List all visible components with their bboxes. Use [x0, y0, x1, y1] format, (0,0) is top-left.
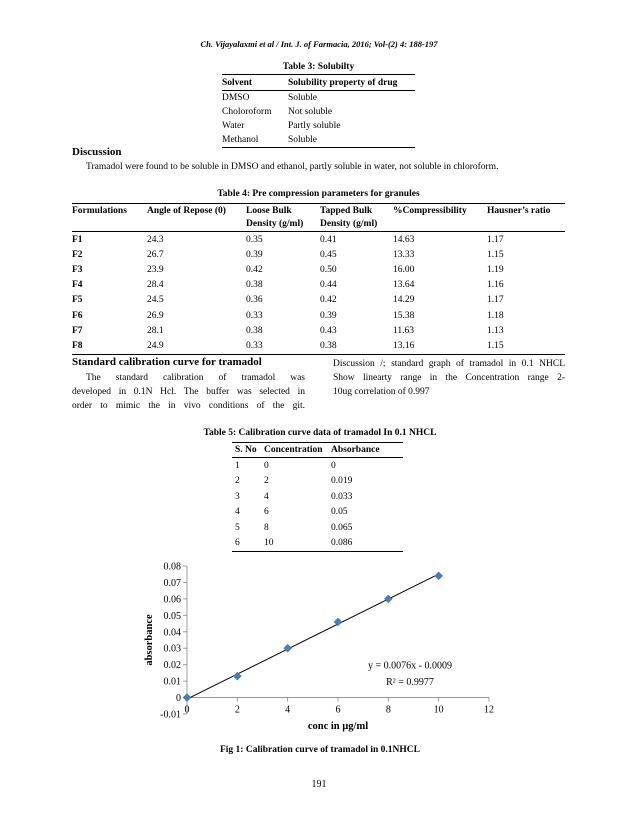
- y-tick-label: 0: [176, 693, 181, 705]
- table-cell: 0.38: [320, 338, 393, 354]
- table-cell: 0.033: [331, 491, 353, 502]
- table-cell: 13.33: [393, 249, 415, 260]
- table-cell: 11.63: [393, 325, 415, 336]
- table-cell: 28.4: [147, 280, 164, 291]
- table-cell: 16.00: [393, 264, 415, 275]
- table-cell: Not soluble: [288, 107, 333, 117]
- calibration-text-line: The standard calibration of tramadol was: [86, 373, 305, 383]
- table-cell: Soluble: [288, 93, 318, 103]
- running-header: Ch. Vijayalaxmi et al / Int. J. of Farmacia, 2016; Vol-(2) 4: 188-197: [200, 39, 438, 49]
- table-cell: F8: [72, 338, 147, 354]
- table-cell: 8: [264, 522, 269, 533]
- table-cell: 0.019: [331, 476, 353, 487]
- data-point: [435, 572, 443, 580]
- table-cell: F7: [72, 325, 83, 336]
- x-tick-label: 8: [385, 704, 391, 716]
- table-cell: 0.39: [246, 249, 263, 260]
- table-cell: 0.50: [320, 264, 337, 275]
- y-tick-label: 0.02: [163, 660, 181, 672]
- table-cell: Choloroform: [222, 107, 272, 117]
- table-cell: 14.63: [393, 234, 415, 245]
- table-cell: 0.36: [246, 295, 263, 306]
- table-cell: 0.05: [331, 507, 348, 518]
- discussion-heading: Discussion: [72, 146, 122, 158]
- table-cell: 15.38: [393, 310, 415, 321]
- table-cell: 5: [235, 522, 240, 533]
- table-cell: 0.42: [320, 295, 337, 306]
- calibration-text-line: order to mimic the in vivo conditions of the git.: [72, 401, 305, 411]
- table-cell: 0.33: [246, 310, 263, 321]
- table-cell: 6: [264, 507, 269, 518]
- table-cell: 14.29: [393, 295, 415, 306]
- data-point: [183, 694, 191, 702]
- table-cell: F5: [72, 295, 83, 306]
- calibration-text-line: developed in 0.1N Hcl. The buffer was selected in: [72, 387, 305, 397]
- discussion-right-line: Show linearty range in the Concentration range 2-: [333, 373, 565, 383]
- table-cell: 0.45: [320, 249, 337, 260]
- discussion-right-line: Discussion /; standard graph of tramadol in 0.1 NHCL: [333, 359, 565, 369]
- table5-header: Absorbance: [331, 443, 403, 458]
- data-point: [284, 644, 292, 652]
- table-cell: 26.7: [147, 249, 164, 260]
- x-tick-label: 4: [285, 704, 291, 716]
- table4-header: Tapped Bulk: [320, 204, 393, 218]
- r-squared-label: R² = 0.9977: [386, 676, 434, 688]
- table-cell: 24.3: [147, 234, 164, 245]
- table-cell: 0.38: [246, 325, 263, 336]
- table-cell: 0.39: [320, 310, 337, 321]
- y-tick-label: 0.08: [163, 561, 181, 573]
- table4-header: Density (g/ml): [320, 217, 393, 232]
- data-point: [233, 672, 241, 680]
- table-cell: F3: [72, 264, 83, 275]
- table-cell: 1.17: [487, 295, 504, 306]
- x-tick-label: 6: [335, 704, 341, 716]
- table-cell: 4: [235, 507, 240, 518]
- page-number: 191: [311, 779, 327, 790]
- table-cell: Methanol: [222, 133, 288, 148]
- table-cell: 13.16: [393, 338, 487, 354]
- table-cell: F6: [72, 310, 83, 321]
- y-tick-label: 0.06: [163, 594, 181, 606]
- y-tick-label: 0.07: [163, 577, 181, 589]
- table-cell: 0.42: [246, 264, 263, 275]
- table-cell: 0.44: [320, 280, 337, 291]
- table-cell: DMSO: [222, 93, 250, 103]
- table-cell: 0.41: [320, 234, 337, 245]
- table4-header: Hausner’s ratio: [487, 204, 565, 218]
- table4-header: Density (g/ml): [246, 217, 320, 232]
- discussion-text: Tramadol were found to be soluble in DMSO and ethanol, partly soluble in water, not soluble in chloroform.: [86, 162, 499, 172]
- table3-header-solubility: Solubility property of drug: [288, 75, 415, 91]
- table-cell: 0.43: [320, 325, 337, 336]
- table-cell: F4: [72, 280, 83, 291]
- table5-caption: Table 5: Calibration curve data of tramadol In 0.1 NHCL: [203, 428, 437, 438]
- table-cell: 26.9: [147, 310, 164, 321]
- table-cell: 6: [232, 536, 264, 552]
- table-cell: 0.33: [246, 338, 320, 354]
- table-cell: 24.5: [147, 295, 164, 306]
- table-cell: 0.086: [331, 536, 403, 552]
- discussion-right-line: 10ug correlation of 0.997: [333, 387, 430, 397]
- table-cell: Partly soluble: [288, 121, 341, 131]
- table-cell: 24.9: [147, 338, 246, 354]
- table-cell: 10: [264, 536, 331, 552]
- x-tick-label: 10: [433, 704, 444, 716]
- table4-header: Loose Bulk: [246, 204, 320, 218]
- table-cell: 0.38: [246, 280, 263, 291]
- table-cell: 23.9: [147, 264, 164, 275]
- table-cell: 3: [235, 491, 240, 502]
- table-cell: F1: [72, 234, 83, 245]
- table-cell: 1.16: [487, 280, 504, 291]
- table-cell: 0: [331, 460, 336, 471]
- table3-header-solvent: Solvent: [222, 75, 288, 91]
- table5-header: S. No: [232, 443, 264, 458]
- data-point: [384, 595, 392, 603]
- table-cell: 1.15: [487, 249, 504, 260]
- table4-header: %Compressibility: [393, 204, 487, 218]
- table-cell: 1.17: [487, 234, 504, 245]
- table-cell: 28.1: [147, 325, 164, 336]
- table-cell: 2: [235, 476, 240, 487]
- table-cell: 1: [235, 460, 240, 471]
- y-tick-label: 0.05: [163, 610, 181, 622]
- trendline-equation: y = 0.0076x - 0.0009: [368, 660, 452, 672]
- figure-caption: Fig 1: Calibration curve of tramadol in 0.1NHCL: [219, 745, 420, 755]
- table-cell: 0: [264, 460, 269, 471]
- table3-caption: Table 3: Solubilty: [282, 62, 355, 72]
- y-axis-title: absorbance: [144, 614, 155, 666]
- x-axis-title: conc in µg/ml: [307, 721, 369, 732]
- table4-caption: Table 4: Pre compression parameters for granules: [217, 189, 420, 199]
- x-tick-label: 0: [184, 704, 190, 716]
- table-cell: 1.15: [487, 338, 565, 354]
- data-point: [334, 618, 342, 626]
- y-tick-label: 0.01: [163, 676, 181, 688]
- table-cell: 1.13: [487, 325, 504, 336]
- y-tick-label: 0.03: [163, 643, 181, 655]
- x-tick-label: 2: [234, 704, 240, 716]
- table-cell: Soluble: [288, 133, 415, 148]
- table4-header: Formulations: [72, 204, 147, 218]
- table-cell: Water: [222, 121, 245, 131]
- calibration-heading: Standard calibration curve for tramadol: [72, 356, 262, 368]
- table5-header: Concentration: [264, 443, 331, 458]
- table-cell: 13.64: [393, 280, 415, 291]
- y-tick-label: 0.04: [163, 627, 181, 639]
- table-cell: 0.065: [331, 522, 353, 533]
- table4-header: Angle of Repose (0): [147, 204, 246, 218]
- x-tick-label: 12: [484, 704, 494, 716]
- table-cell: 2: [264, 476, 269, 487]
- table-cell: F2: [72, 249, 83, 260]
- table-cell: 1.18: [487, 310, 504, 321]
- table-cell: 0.35: [246, 234, 263, 245]
- table-cell: 4: [264, 491, 269, 502]
- table-cell: 1.19: [487, 264, 504, 275]
- y-tick-label: -0.01: [160, 709, 181, 721]
